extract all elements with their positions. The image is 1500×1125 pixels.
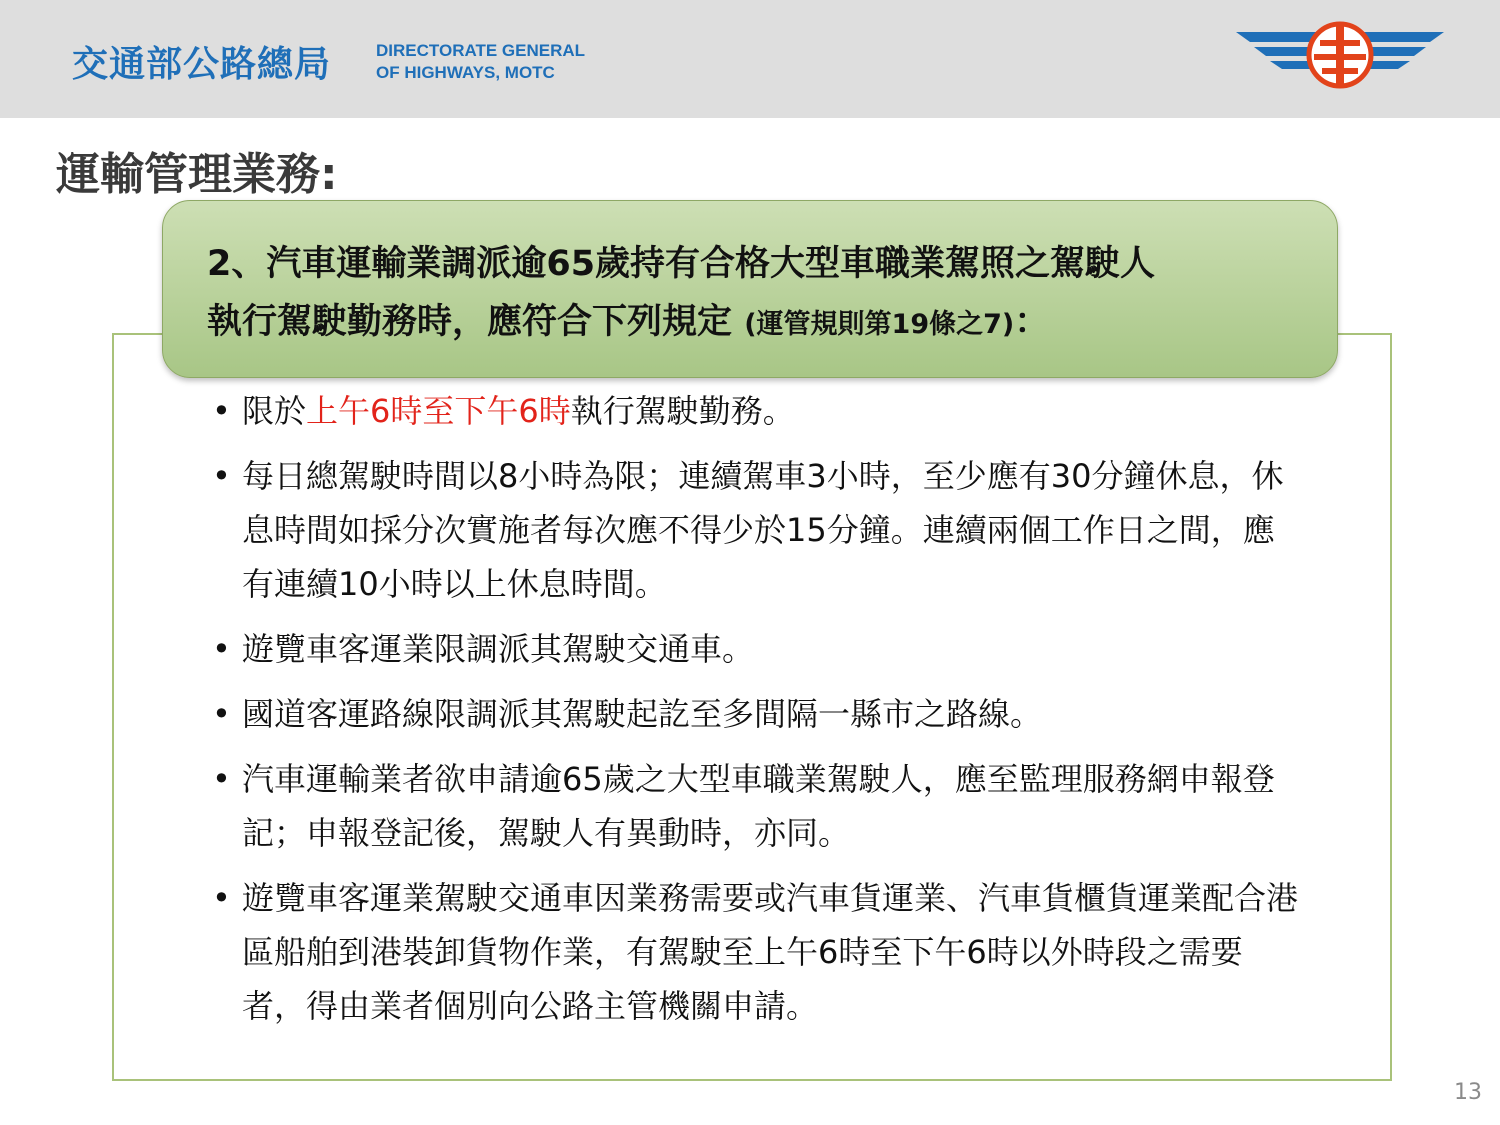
highlighted-time-range: 上午6時至下午6時 (306, 392, 571, 430)
organization-name-zh: 交通部公路總局 (72, 44, 332, 85)
slide-title: 運輸管理業務: (56, 149, 338, 200)
rule-item-national-route: • 國道客運路線限調派其駕駛起訖至多間隔一縣市之路線。 (212, 687, 1302, 741)
rules-list (212, 384, 1302, 1044)
regulation-reference: (運管規則第19條之7) (744, 309, 1015, 340)
banner-line-2-end: ： (1014, 302, 1050, 342)
highway-bureau-logo-icon (1232, 20, 1448, 90)
banner-line-2 (207, 293, 1297, 354)
organization-name-en (376, 40, 585, 84)
rule-item-tour-bus-shuttle: • 遊覽車客運業限調派其駕駛交通車。 (212, 622, 1302, 676)
rule-item-driving-time: • 每日總駕駛時間以8小時為限；連續駕車3小時，至少應有30分鐘休息，休息時間如採分次實施者每次應不得少於15分鐘。連續兩個工作日之間，應有連續10小時以上休息時間。 (212, 449, 1302, 611)
rule-item-text: 限於 (242, 392, 307, 430)
section-banner (162, 200, 1338, 378)
rule-item-working-hours (212, 384, 1302, 438)
rule-item-registration: • 汽車運輸業者欲申請逾65歲之大型車職業駕駛人，應至監理服務網申報登記；申報登記後，駕駛人有異動時，亦同。 (212, 752, 1302, 860)
rule-item-text: 執行駕駛勤務。 (570, 392, 795, 430)
page-number: 13 (1454, 1080, 1482, 1105)
organization-name-en-line2: OF HIGHWAYS, MOTC (376, 63, 555, 82)
banner-line-2-main: 執行駕駛勤務時，應符合下列規定 (207, 302, 745, 342)
organization-name-en-line1: DIRECTORATE GENERAL (376, 41, 586, 60)
rule-item-exception-application: • 遊覽車客運業駕駛交通車因業務需要或汽車貨運業、汽車貨櫃貨運業配合港區船舶到港裝卸貨物作業，有駕駛至上午6時至下午6時以外時段之需要者，得由業者個別向公路主管機關申請。 (212, 871, 1302, 1033)
banner-line-1: 2、汽車運輸業調派逾65歲持有合格大型車職業駕照之駕駛人 (207, 244, 1156, 284)
slide-header (0, 0, 1500, 118)
